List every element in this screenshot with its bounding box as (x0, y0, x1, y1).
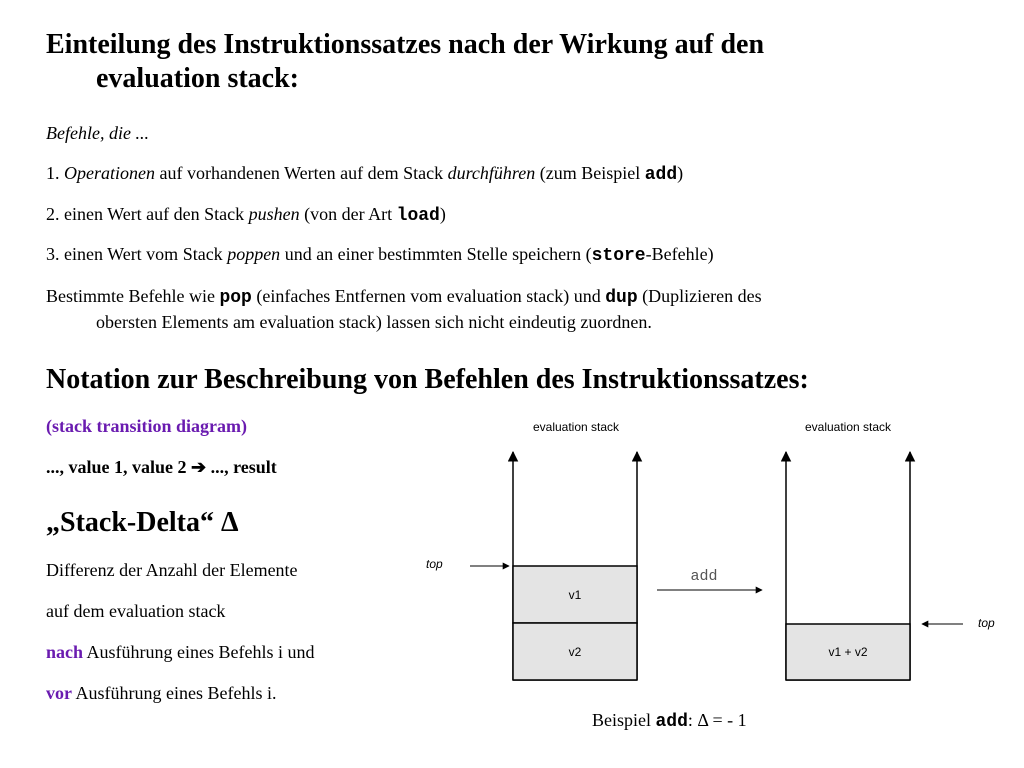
item-text: einen Wert auf den Stack (64, 204, 249, 224)
item-text: (zum Beispiel (535, 163, 645, 183)
stack-delta-title: „Stack-Delta“ (46, 507, 221, 538)
item-text: auf vorhandenen Werten auf dem Stack (154, 163, 448, 183)
item-text: (von der Art (299, 204, 397, 224)
right-arrow-icon: ➔ (191, 457, 207, 477)
description-line-2: auf dem evaluation stack (46, 601, 226, 621)
example-caption (592, 708, 747, 734)
remark-line-2: obersten Elements am evaluation stack) lassen sich nicht eindeutig zuordnen. (96, 312, 652, 332)
description-text: Ausführung eines Befehls i. (72, 683, 277, 703)
item-term: durchführen (447, 163, 536, 183)
code-add: add (655, 712, 688, 732)
top-label-left: top (426, 557, 443, 571)
description-text: Ausführung eines Befehls i und (83, 642, 315, 662)
notation-right: ..., result (206, 457, 277, 477)
stack-transition-label: (stack transition diagram) (46, 416, 247, 436)
heading-line-1: Einteilung des Instruktionssatzes nach der Wirkung auf den (46, 29, 765, 60)
cell-result-label: v1 + v2 (828, 645, 868, 659)
item-number: 1. (46, 163, 64, 183)
caption-suffix: : Δ = - 1 (687, 710, 747, 730)
item-text: einen Wert vom Stack (64, 244, 228, 264)
item-text: und an einer bestimmten Stelle speichern ( (280, 244, 592, 264)
keyword-vor: vor (46, 683, 72, 703)
heading-line-2: evaluation stack: (96, 63, 299, 94)
cell-v2-label: v2 (568, 645, 582, 659)
item-number: 3. (46, 244, 64, 264)
item-term: poppen (227, 244, 281, 264)
op-label: add (690, 568, 718, 585)
code-load: load (396, 206, 440, 226)
left-stack-label: evaluation stack (532, 420, 620, 434)
remark-text: (Duplizieren des (637, 286, 762, 306)
code-store: store (591, 246, 646, 266)
remark-text: Bestimmte Befehle wie (46, 286, 220, 306)
item-text: ) (677, 163, 684, 183)
keyword-nach: nach (46, 642, 84, 662)
item-term: pushen (248, 204, 300, 224)
code-dup: dup (605, 288, 638, 308)
caption-prefix: Beispiel (592, 710, 656, 730)
notation-left: ..., value 1, value 2 (46, 457, 192, 477)
intro-text: Befehle, die ... (46, 123, 149, 143)
top-label-right: top (978, 616, 995, 630)
section-heading-notation: Notation zur Beschreibung von Befehlen des Instruktionssatzes: (46, 364, 809, 395)
remark-text: (einfaches Entfernen vom evaluation stack) und (251, 286, 606, 306)
code-add: add (644, 165, 678, 185)
delta-symbol: Δ (220, 507, 239, 538)
right-stack-label: evaluation stack (804, 420, 892, 434)
item-term: Operationen (64, 163, 155, 183)
item-text: -Befehle) (645, 244, 714, 264)
code-pop: pop (219, 288, 252, 308)
item-number: 2. (46, 204, 64, 224)
cell-v1-label: v1 (568, 588, 582, 602)
item-text: ) (439, 204, 446, 224)
description-line-1: Differenz der Anzahl der Elemente (46, 560, 298, 580)
